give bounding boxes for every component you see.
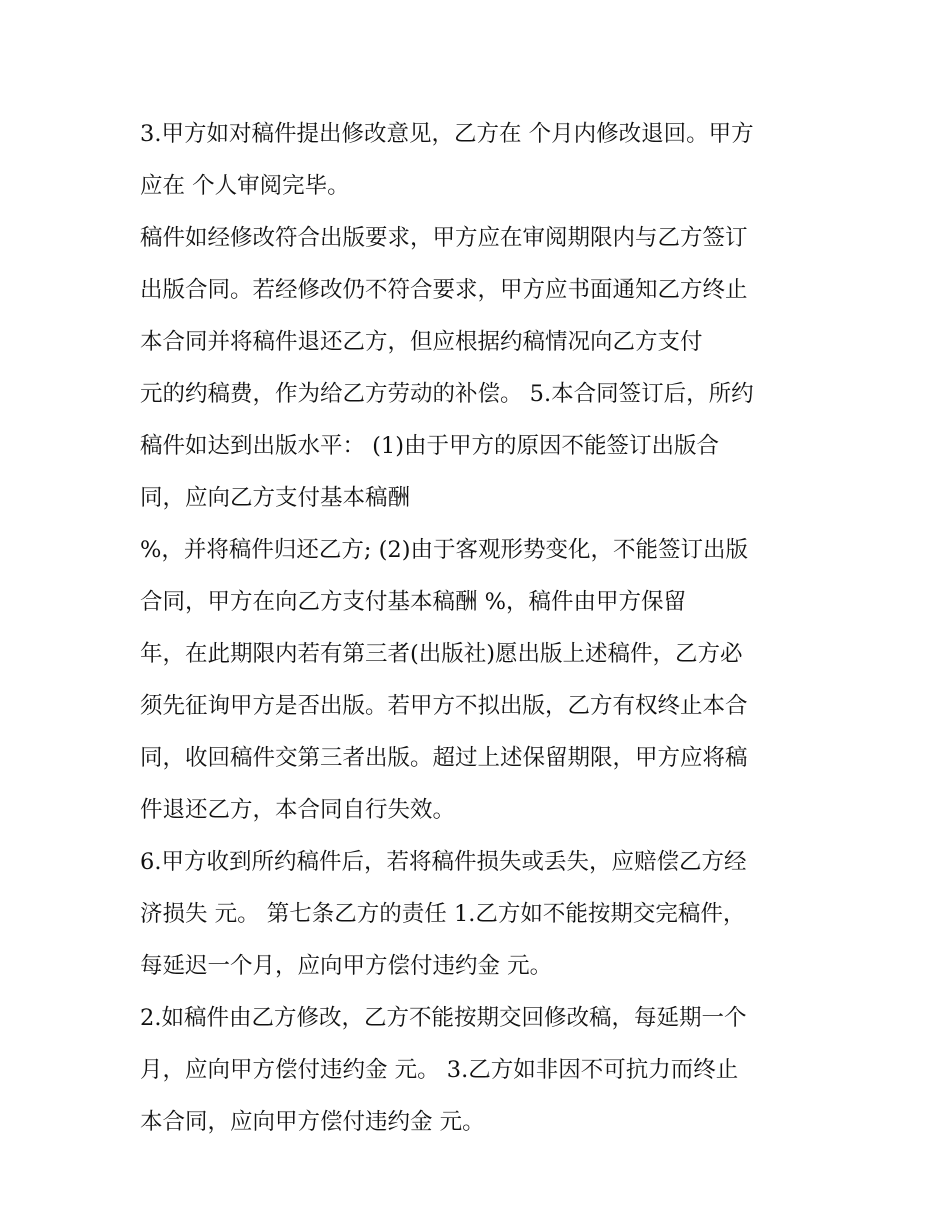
text-line: 稿件如达到出版水平： (1)由于甲方的原因不能签订出版合 (140, 433, 720, 459)
text-line: 本合同，应向甲方偿付违约金 元。 (140, 1109, 485, 1135)
text-line: 件退还乙方，本合同自行失效。 (140, 797, 456, 823)
text-line: 6.甲方收到所约稿件后，若将稿件损失或丢失，应赔偿乙方经 (140, 849, 747, 875)
contract-text (140, 108, 820, 1148)
text-line: 同，收回稿件交第三者出版。超过上述保留期限，甲方应将稿 (140, 745, 748, 771)
text-line: 济损失 元。 第七条乙方的责任 1.乙方如不能按期交完稿件， (140, 901, 746, 927)
text-line: 应在 个人审阅完毕。 (140, 173, 350, 199)
text-line: 月，应向甲方偿付违约金 元。 3.乙方如非因不可抗力而终止 (140, 1057, 739, 1083)
text-line: 须先征询甲方是否出版。若甲方不拟出版，乙方有权终止本合 (140, 693, 748, 719)
text-line: 同，应向乙方支付基本稿酬 (140, 485, 411, 511)
text-line: 年，在此期限内若有第三者(出版社)愿出版上述稿件，乙方必 (140, 641, 743, 667)
text-line: 稿件如经修改符合出版要求，甲方应在审阅期限内与乙方签订 (140, 225, 748, 251)
text-line: 合同，甲方在向乙方支付基本稿酬 %，稿件由甲方保留 (140, 589, 687, 615)
text-line: 2.如稿件由乙方修改，乙方不能按期交回修改稿，每延期一个 (140, 1005, 747, 1031)
text-line: 元的约稿费，作为给乙方劳动的补偿。 5.本合同签订后，所约 (140, 381, 754, 407)
text-line: 每延迟一个月，应向甲方偿付违约金 元。 (140, 953, 553, 979)
text-line: 出版合同。若经修改仍不符合要求，甲方应书面通知乙方终止 (140, 277, 748, 303)
text-line: %，并将稿件归还乙方; (2)由于客观形势变化，不能签订出版 (140, 537, 748, 563)
text-line: 本合同并将稿件退还乙方，但应根据约稿情况向乙方支付 (140, 329, 703, 355)
text-line: 3.甲方如对稿件提出修改意见，乙方在 个月内修改退回。甲方 (140, 121, 754, 147)
